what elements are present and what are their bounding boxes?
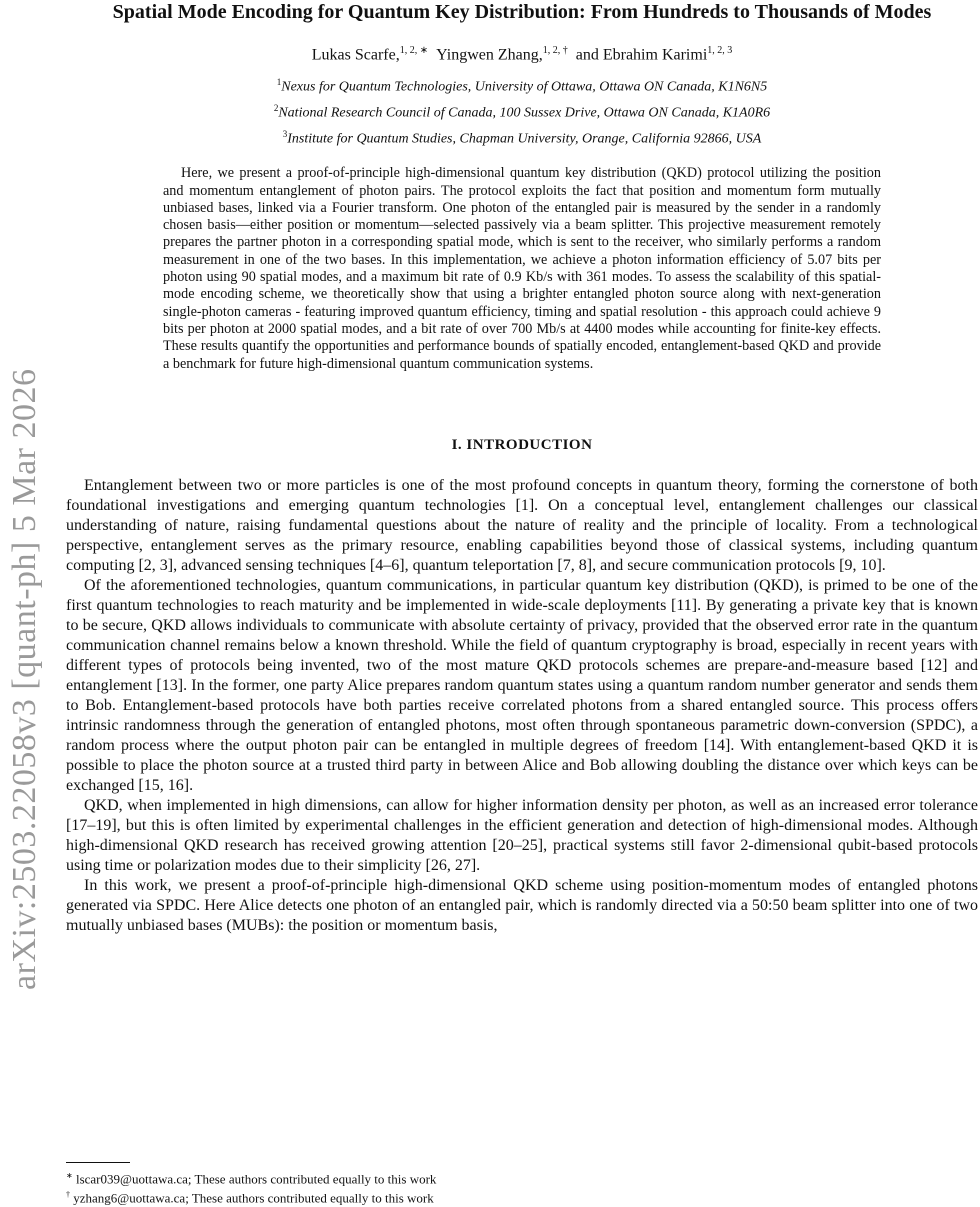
affiliation-mark: 1 [276,77,282,88]
affiliation-list [66,72,978,149]
author-name: and Ebrahim Karimi [575,46,708,64]
affiliation-mark: 3 [282,128,288,139]
author-name: Lukas Scarfe, [311,46,400,64]
author-affiliation-marks: 1, 2, † [542,45,568,56]
footnote-email-text[interactable]: yzhang6@uottawa.ca; These authors contributed equally to this work [73,1190,434,1206]
affiliation-line [66,72,978,98]
footnote-email-text[interactable]: lscar039@uottawa.ca; These authors contributed equally to this work [75,1171,437,1187]
body-paragraph: QKD, when implemented in high dimensions, can allow for higher information density per photon, as well as an increased error tolerance [17–19], but this is often limited by experimental challenges in the efficient generation and detection of high-dimensional modes. Although high-dimensional QKD research has received growing attention [20–25], practical systems still favor 2-dimensional qubit-based protocols using time or polarization modes due to their simplicity [26, 27]. [66,796,978,874]
affiliation-line [66,124,978,150]
footnote [66,1168,436,1187]
introduction-body [66,476,978,936]
footnote-mark: ∗ [66,1171,73,1180]
arxiv-stamp-text: arXiv:2503.22058v3 [quant-ph] 5 Mar 2026 [6,368,43,990]
author-affiliation-marks: 1, 2, ∗ [399,45,429,56]
affiliation-text: Nexus for Quantum Technologies, University of Ottawa, Ottawa ON Canada, K1N6N5 [281,79,768,95]
affiliation-mark: 2 [273,102,279,113]
footnotes [66,1168,436,1207]
affiliation-text: Institute for Quantum Studies, Chapman University, Orange, California 92866, USA [287,131,762,147]
body-paragraph: Entanglement between two or more particles is one of the most profound concepts in quantum theory, forming the cornerstone of both foundational investigations and emerging quantum technologies [1]. On a conceptual level, entanglement challenges our classical understanding of nature, raising fundamental questions about the nature of reality and the principle of locality. From a technological perspective, entanglement serves as the primary resource, enabling capabilities beyond those of classical systems, including quantum computing [2, 3], advanced sensing techniques [4–6], quantum teleportation [7, 8], and secure communication protocols [9, 10]. [66,476,978,574]
paper-title: Spatial Mode Encoding for Quantum Key Distribution: From Hundreds to Thousands of Modes [112,1,932,23]
arxiv-identifier-stamp [6,290,56,990]
paper-page [66,0,978,936]
affiliation-line [66,98,978,124]
author-affiliation-marks: 1, 2, 3 [707,45,733,56]
affiliation-text: National Research Council of Canada, 100 Sussex Drive, Ottawa ON Canada, K1A0R6 [278,105,771,121]
footnote-divider [66,1162,130,1163]
footnote-mark: † [66,1190,70,1200]
footnote [66,1187,436,1206]
body-paragraph: Of the aforementioned technologies, quantum communications, in particular quantum key distribution (QKD), is primed to be one of the first quantum technologies to reach maturity and be implemented in wide-scale deployments [11]. By generating a private key that is known to be secure, QKD allows individuals to communicate with absolute certainty of privacy, provided that the observed error rate in the quantum communication channel remains below a known threshold. While the field of quantum cryptography is broad, especially in recent years with different types of protocols being invented, two of the most mature QKD protocols schemes are prepare-and-measure based [12] and entanglement [13]. In the former, one party Alice prepares random quantum states using a quantum random number generator and sends them to Bob. Entanglement-based protocols have both parties receive correlated photons from a shared entangled source. This process offers intrinsic randomness through the generation of entangled photons, most often through spontaneous parametric down-conversion (SPDC), a random process where the output photon pair can be entangled in multiple degrees of freedom [14]. With entanglement-based QKD it is possible to place the photon source at a trusted third party in between Alice and Bob allowing doubling the distance over which keys can be exchanged [15, 16]. [66,576,978,794]
abstract: Here, we present a proof-of-principle high-dimensional quantum key distribution (QKD) protocol utilizing the position and momentum entanglement of photon pairs. The protocol exploits the fact that position and momentum form mutually unbiased bases, linked via a Fourier transform. One photon of the entangled pair is measured by the sender in a randomly chosen basis—either position or momentum—selected passively via a beam splitter. This projective measurement remotely prepares the partner photon in a corresponding spatial mode, which is sent to the receiver, who similarly performs a random measurement in one of the two bases. In this implementation, we achieve a photon information efficiency of 5.07 bits per photon using 90 spatial modes, and a maximum bit rate of 0.9 Kb/s with 361 modes. To assess the scalability of this spatial-mode encoding scheme, we theoretically show that using a brighter entangled photon source along with next-generation single-photon cameras - featuring improved quantum efficiency, timing and spatial resolution - this approach could achieve 9 bits per photon at 2000 spatial modes, and a bit rate of over 700 Mb/s at 4400 modes while accounting for finite-key effects. These results quantify the opportunities and performance bounds of spatially encoded, entanglement-based QKD and provide a benchmark for future high-dimensional quantum communication systems. [163,165,881,372]
body-paragraph: In this work, we present a proof-of-principle high-dimensional QKD scheme using position-momentum modes of entangled photons generated via SPDC. Here Alice detects one photon of an entangled pair, which is randomly directed via a 50:50 beam splitter into one of two mutually unbiased bases (MUBs): the position or momentum basis, [66,876,978,934]
author-name: Yingwen Zhang, [436,46,543,64]
author-list [66,45,978,64]
section-heading-introduction: I. INTRODUCTION [451,436,593,453]
